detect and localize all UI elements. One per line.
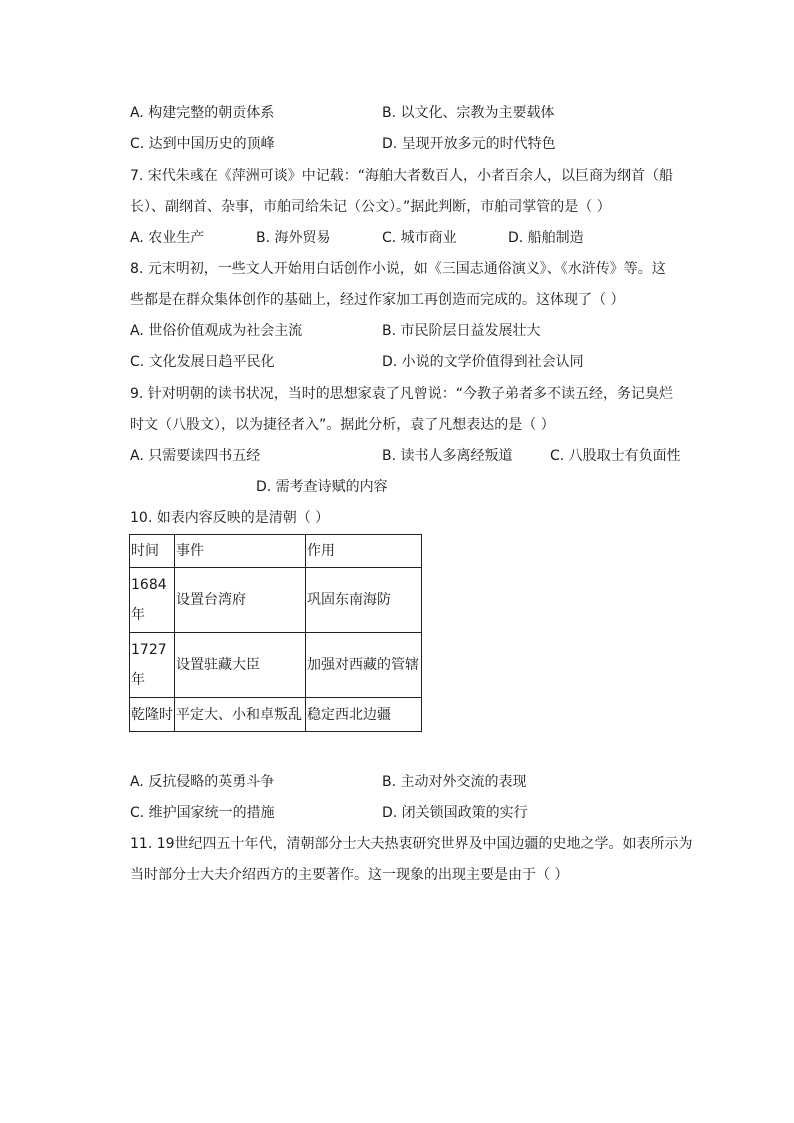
table-cell-time: [130, 568, 175, 633]
q7-option-c: C. 城市商业: [382, 230, 457, 246]
q10-option-c: C. 维护国家统一的措施: [130, 805, 275, 821]
q6-option-d: D. 呈现开放多元的时代特色: [382, 136, 556, 152]
q9-stem-line2: 时文（八股文），以为捷径者入”。据此分析，袁了凡想表达的是（ ）: [130, 417, 555, 433]
table-cell-time: [130, 633, 175, 698]
q10-option-d: D. 闭关锁国政策的实行: [382, 805, 528, 821]
q10-option-b: B. 主动对外交流的表现: [382, 774, 527, 790]
q8-option-d: D. 小说的文学价值得到社会认同: [382, 354, 584, 370]
time-suffix: 年: [131, 672, 145, 688]
time-year: 1684: [131, 577, 167, 593]
table-cell-effect: 加强对西藏的管辖: [306, 633, 422, 698]
table-cell-effect: 巩固东南海防: [306, 568, 422, 633]
q9-stem-line1: 9. 针对明朝的读书状况，当时的思想家袁了凡曾说：“今教子弟者多不读五经，务记臭烂: [130, 386, 674, 402]
q10-stem: 10. 如表内容反映的是清朝（ ）: [130, 510, 330, 526]
q10-table: [129, 534, 422, 732]
q11-stem-line2: 当时部分士大夫介绍西方的主要著作。这一现象的出现主要是由于（ ）: [130, 867, 569, 883]
table-row: [130, 568, 422, 633]
q7-option-d: D. 船舶制造: [508, 230, 584, 246]
q9-option-a: A. 只需要读四书五经: [130, 448, 261, 464]
q8-stem-line2: 些都是在群众集体创作的基础上，经过作家加工再创造而完成的。这体现了（ ）: [130, 292, 625, 308]
table-header-event: 事件: [175, 535, 306, 568]
table-header-row: [130, 535, 422, 568]
q8-option-a: A. 世俗价值观成为社会主流: [130, 323, 303, 339]
table-header-time: 时间: [130, 535, 175, 568]
table-cell-effect: 稳定西北边疆: [306, 698, 422, 732]
q6-option-b: B. 以文化、宗教为主要载体: [382, 105, 555, 121]
table-cell-event: 平定大、小和卓叛乱: [175, 698, 306, 732]
q7-option-a: A. 农业生产: [130, 230, 205, 246]
q6-option-c: C. 达到中国历史的顶峰: [130, 136, 275, 152]
time-year: 1727: [131, 642, 167, 658]
q7-stem-line1: 7. 宋代朱彧在《萍洲可谈》中记载：“海舶大者数百人，小者百余人，以巨商为纲首（船: [130, 168, 674, 184]
table-header-effect: 作用: [306, 535, 422, 568]
table-row: [130, 633, 422, 698]
table-row: [130, 698, 422, 732]
q10-option-a: A. 反抗侵略的英勇斗争: [130, 774, 275, 790]
q8-stem-line1: 8. 元末明初，一些文人开始用白话创作小说，如《三国志通俗演义》、《水浒传》等。这: [130, 261, 666, 277]
q7-option-b: B. 海外贸易: [256, 230, 331, 246]
q6-option-a: A. 构建完整的朝贡体系: [130, 105, 275, 121]
q8-option-b: B. 市民阶层日益发展壮大: [382, 323, 541, 339]
table-cell-event: 设置驻藏大臣: [175, 633, 306, 698]
time-suffix: 年: [131, 607, 145, 623]
table-cell-time: 乾隆时: [130, 698, 175, 732]
q9-option-c: C. 八股取士有负面性: [550, 448, 681, 464]
q11-stem-line1: 11. 19世纪四五十年代，清朝部分士大夫热衷研究世界及中国边疆的史地之学。如表所示为: [130, 836, 693, 852]
q9-option-d: D. 需考查诗赋的内容: [256, 479, 388, 495]
q9-option-b: B. 读书人多离经叛道: [382, 448, 513, 464]
q8-option-c: C. 文化发展日趋平民化: [130, 354, 275, 370]
q7-stem-line2: 长）、副纲首、杂事，市舶司给朱记（公文）。”据此判断，市舶司掌管的是（ ）: [130, 199, 611, 215]
table-cell-event: 设置台湾府: [175, 568, 306, 633]
